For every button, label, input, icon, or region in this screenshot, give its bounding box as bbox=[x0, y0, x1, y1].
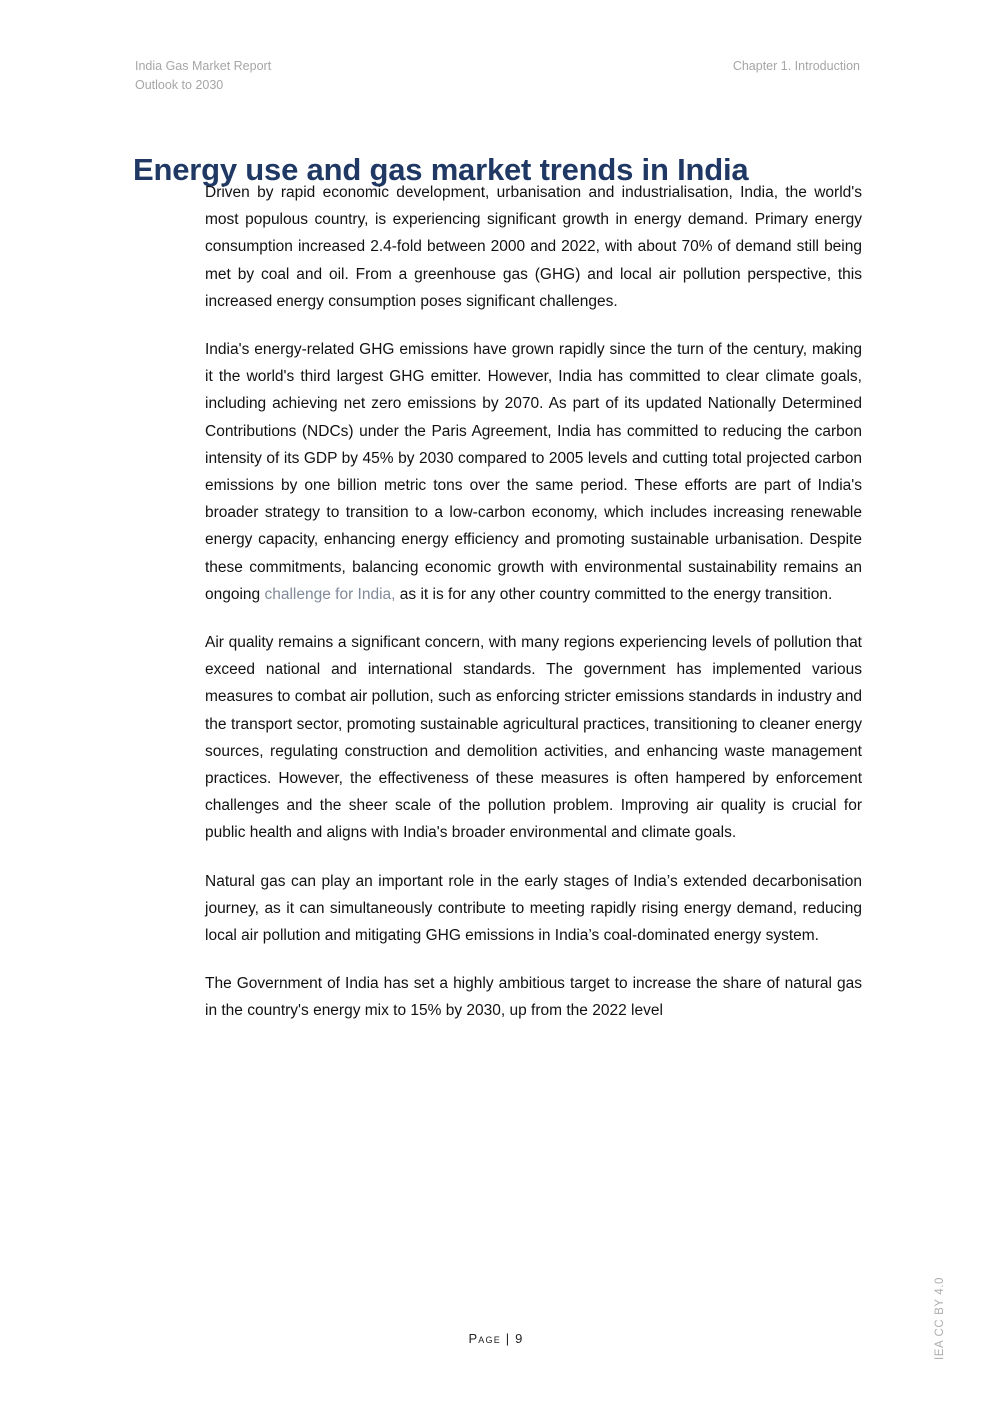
paragraph-1: Driven by rapid economic development, urbanisation and industrialisation, India, the world's most populous country, is experiencing significant growth in energy demand. Primary energy consumption increased 2.4-fold between 2000 and 2022, with about 70% of demand still being met by coal and oil. From a greenhouse gas (GHG) and local air pollution perspective, this increased energy consumption poses significant challenges. bbox=[205, 184, 862, 310]
header-chapter-label: Chapter 1. Introduction bbox=[732, 59, 860, 73]
paragraph-2-text-end: as it is for any other country committed to the energy transition. bbox=[395, 585, 833, 603]
body-text bbox=[205, 179, 862, 1046]
report-title-line1: India Gas Market Report bbox=[135, 59, 272, 73]
header-left bbox=[135, 57, 271, 96]
paragraph-3: Air quality remains a significant concern, with many regions experiencing levels of pollution that exceed national and international standards. The government has implemented various measures to combat air pollution, such as enforcing stricter emissions standards in industry and the transport sector, promoting sustainable agricultural practices, transitioning to cleaner energy sources, regulating construction and demolition activities, and enhancing waste management practices. However, the effectiveness of these measures is often hampered by enforcement challenges and the sheer scale of the pollution problem. Improving air quality is crucial for public health and aligns with India's broader environmental and climate goals. bbox=[205, 634, 862, 842]
report-title-line2: Outlook to 2030 bbox=[135, 78, 224, 93]
page-header bbox=[135, 57, 860, 96]
paragraph-5: The Government of India has set a highly ambitious target to increase the share of natural gas in the country's energy mix to 15% by 2030, up from the 2022 level bbox=[205, 975, 862, 1020]
paragraph-2 bbox=[205, 336, 862, 608]
page-number-footer: Page | 9 bbox=[468, 1331, 524, 1346]
page-title: Energy use and gas market trends in India bbox=[133, 151, 749, 187]
paragraph-2-text: India's energy-related GHG emissions have grown rapidly since the turn of the century, making it the world's third largest GHG emitter. However, India has committed to clear climate goals, including achieving net zero emissions by 2070. As part of its updated Nationally Determined Contributions (NDCs) under the Paris Agreement, India has committed to reducing the carbon intensity of its GDP by 45% by 2030 compared to 2005 levels and cutting total projected carbon emissions by one billion metric tons over the same period. These efforts are part of India's broader strategy to transition to a low-carbon economy, which includes increasing renewable energy capacity, enhancing energy efficiency and promoting sustainable urbanisation. Despite these commitments, balancing economic growth with environmental sustainability remains an ongoing bbox=[205, 341, 862, 603]
license-credit-vertical: IEA CC BY 4.0 bbox=[934, 1276, 946, 1360]
paragraph-2-gray-text: challenge for India, bbox=[264, 585, 396, 603]
paragraph-4: Natural gas can play an important role in the early stages of India’s extended decarbonisation journey, as it can simultaneously contribute to meeting rapidly rising energy demand, reducing local air pollution and mitigating GHG emissions in India’s coal-dominated energy system. bbox=[205, 872, 862, 945]
